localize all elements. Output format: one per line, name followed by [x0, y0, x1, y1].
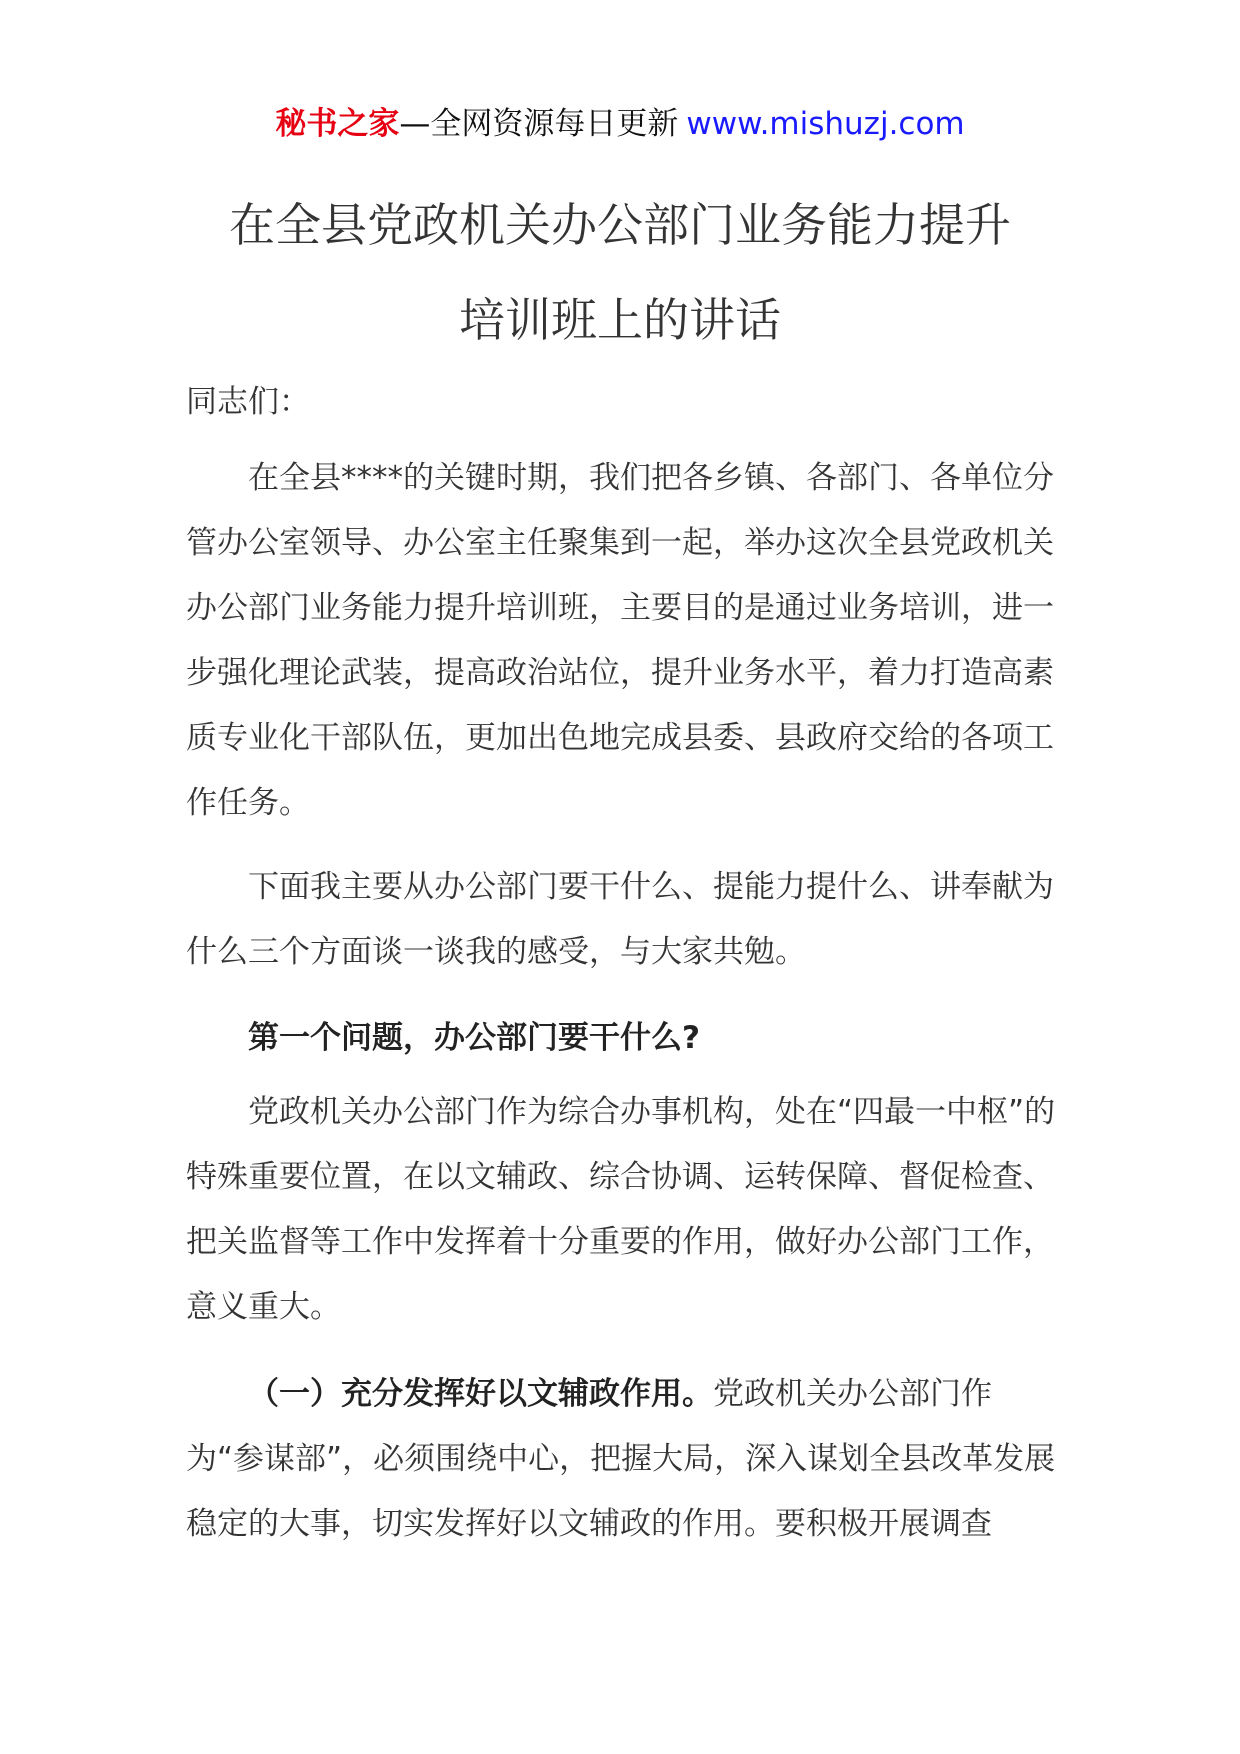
paragraph-4: [186, 1362, 1056, 1557]
paragraph-1: 在全县****的关键时期，我们把各乡镇、各部门、各单位分管办公室领导、办公室主任聚集到一起，举办这次全县党政机关办公部门业务能力提升培训班，主要目的是通过业务培训，进一步强化理论武装，提高政治站位，提升业务水平，着力打造高素质专业化干部队伍，更加出色地完成县委、县政府交给的各项工作任务。: [186, 460, 1054, 821]
document-title-line2: 培训班上的讲话: [459, 293, 781, 347]
header-tagline: —全网资源每日更新: [399, 106, 679, 142]
document-title-line1: 在全县党政机关办公部门业务能力提升: [229, 198, 1011, 252]
brand-name: 秘书之家: [275, 106, 400, 142]
paragraph-3: 党政机关办公部门作为综合办事机构，处在“四最一中枢”的特殊重要位置，在以文辅政、综合协调、运转保障、督促检查、把关监督等工作中发挥着十分重要的作用，做好办公部门工作，意义重大。: [186, 1094, 1056, 1325]
section-heading-1: 第一个问题，办公部门要干什么?: [248, 1020, 700, 1056]
paragraph-4-text: 党政机关办公部门作为“参谋部”，必须围绕中心，把握大局，深入谋划全县改革发展稳定的大事，切实发挥好以文辅政的作用。要积极开展调查: [186, 1376, 1056, 1542]
subheading-1: （一）充分发挥好以文辅政作用。: [248, 1376, 713, 1412]
site-header: [0, 100, 1240, 148]
paragraph-2: 下面我主要从办公部门要干什么、提能力提什么、讲奉献为什么三个方面谈一谈我的感受，与大家共勉。: [186, 869, 1054, 970]
site-url-link[interactable]: www.mishuzj.com: [686, 106, 965, 142]
salutation: 同志们：: [186, 384, 310, 420]
